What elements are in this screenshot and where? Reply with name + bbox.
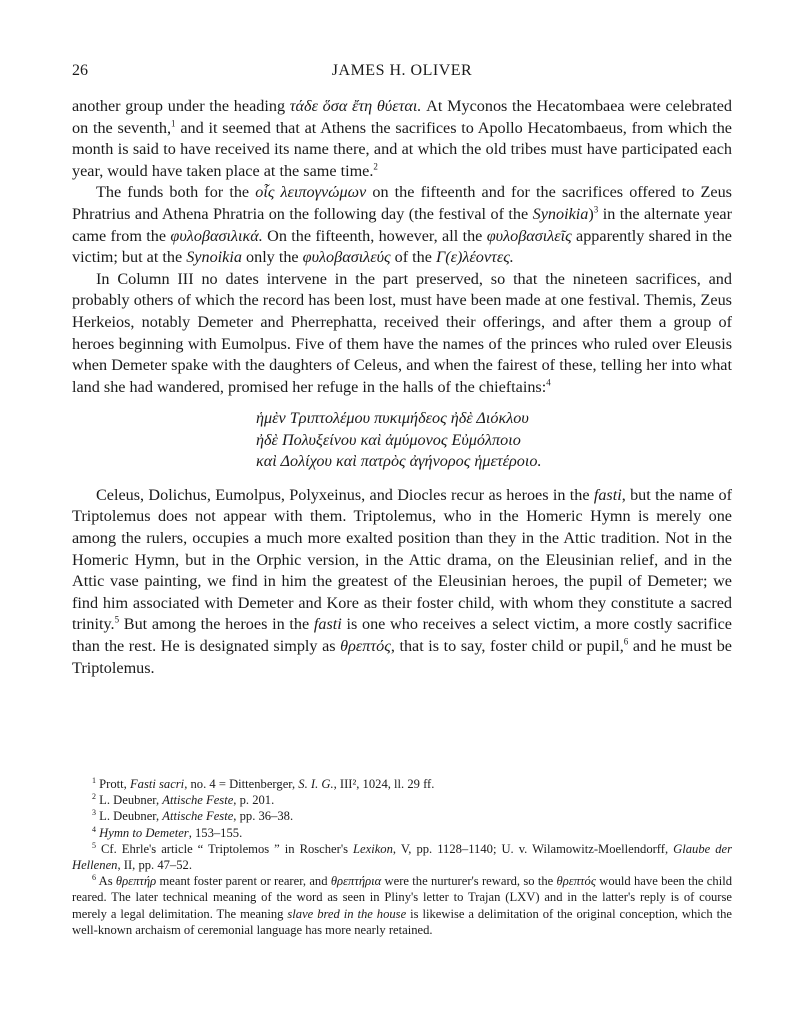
greek-phrase: Γ(ε)λέοντες. xyxy=(435,248,514,267)
footnote-3: $^3$ L. Deubner, Attische Feste, pp. 36–38. xyxy=(92,808,294,824)
greek-phrase: τάδε ὅσα ἔτη θύεται. xyxy=(289,97,422,115)
greek-phrase: θρεπτός xyxy=(340,636,391,655)
paragraph-1: another group under the heading τάδε ὅσα ἔτη θύεται. At Myconos the Hecatombaea were celebrated on the seventh,$^1$ and it seemed that at Athens the sacrifices to Apollo Hecatombaeus, from which the month is said to have received its name there, and at which the old tribes must have participated each year, would have taken place at the same time.$^2$ xyxy=(72,97,732,180)
verse-line: ἡμὲν Τριπτολέμου πυκιμήδεος ἠδὲ Διόκλου xyxy=(256,409,529,428)
page-number: 26 xyxy=(72,62,88,79)
greek-phrase: φυλοβασιλεῖς xyxy=(486,226,572,245)
greek-phrase: φυλοβασιλεύς xyxy=(302,248,391,267)
paragraph-4: Celeus, Dolichus, Eumolpus, Polyxeinus, and Diocles recur as heroes in the fasti, but the name of Triptolemus does not appear with them. Triptolemus, who in the Homeric Hymn is merely one among the rulers, occupies a much more exalted position than they in the Attic tradition. Not in the Homeric Hymn, but in the Orphic version, in the Attic drama, on the Eleusinian relief, and in the Attic vase painting, we find in him the greatest of the Eleusinian heroes, the pupil of Demeter; we find him associated with Demeter and Kore as their foster child, with whom they constitute a sacred trinity.$^5$ But among the heroes in the fasti is one who receives a select victim, a more costly sacrifice than the rest. He is designated simply as θρεπτός, that is to say, foster child or pupil,$^6$ and he must be Triptolemus. xyxy=(72,485,733,677)
verse-line: καὶ Δολίχου καὶ πατρὸς ἀγήνορος ἡμετέροιο. xyxy=(256,452,542,471)
footnote-5: $^5$ Cf. Ehrle's article “ Triptolemos ” in Roscher's Lexikon, V, pp. 1128–1140; U. v. Wilamowitz-Moellendorff, Glaube der Hellenen, II, pp. 47–52. xyxy=(72,840,732,873)
main-text xyxy=(72,96,732,679)
running-title: JAMES H. OLIVER xyxy=(331,62,473,79)
footnote-ref: 1 xyxy=(171,118,176,129)
greek-phrase: φυλοβασιλικά. xyxy=(170,226,263,245)
footnotes xyxy=(72,776,732,938)
footnote-ref: 2 xyxy=(373,161,378,172)
footnote-ref: 3 xyxy=(593,204,599,215)
verse-quotation xyxy=(256,408,732,473)
greek-phrase: οἷς λειπογνώμων xyxy=(255,183,367,202)
footnote-4: $^4$ Hymn to Demeter, 153–155. xyxy=(92,824,243,840)
paragraph-3: In Column III no dates intervene in the part preserved, so that the nineteen sacrifices, and probably others of which the record has been lost, must have been made at one festival. Themis, Zeus Herkeios, notably Demeter and Pherrephatta, received their offerings, and after them a group of heroes beginning with Eumolpus. Five of them have the names of the princes who ruled over Eleusis when Demeter spake with the daughters of Celeus, and when the fairest of these, telling her into what land she had wandered, promised her refuge in the halls of the chieftains:$^4$ xyxy=(72,269,732,396)
paragraph-2: The funds both for the οἷς λειπογνώμων on the fifteenth and for the sacrifices offered to Zeus Phratrius and Athena Phratria on the following day (the festival of the Synoikia)$^3$ in the alternate year came from the φυλοβασιλικά. On the fifteenth, however, all the φυλοβασιλεῖς apparently shared in the victim; but at the Synoikia only the φυλοβασιλεύς of the Γ(ε)λέοντες. xyxy=(72,183,733,267)
footnote-ref: 4 xyxy=(546,377,551,388)
verse-line: ἠδὲ Πολυξείνου καὶ ἀμύμονος Εὐμόλποιο xyxy=(256,430,521,449)
running-header xyxy=(72,62,732,84)
footnote-ref: 5 xyxy=(114,614,120,625)
footnote-ref: 6 xyxy=(623,636,629,647)
footnote-1: $^1$ Prott, Fasti sacri, no. 4 = Dittenberger, S. I. G., III², 1024, ll. 29 ff. xyxy=(92,775,435,791)
footnote-2: $^2$ L. Deubner, Attische Feste, p. 201. xyxy=(92,792,275,808)
footnote-6: $^6$ As θρεπτήρ meant foster parent or rearer, and θρεπτήρια were the nurturer's reward, so the θρεπτός would have been the child reared. The later technical meaning of the word as seen in Pliny's letter to Trajan (LXV) and in the latter's reply is of course merely a legal delimitation. The meaning slave bred in the house is likewise a delimitation of the original conception, which the well-known archaism of ceremonial language has more nearly retained. xyxy=(72,873,732,937)
